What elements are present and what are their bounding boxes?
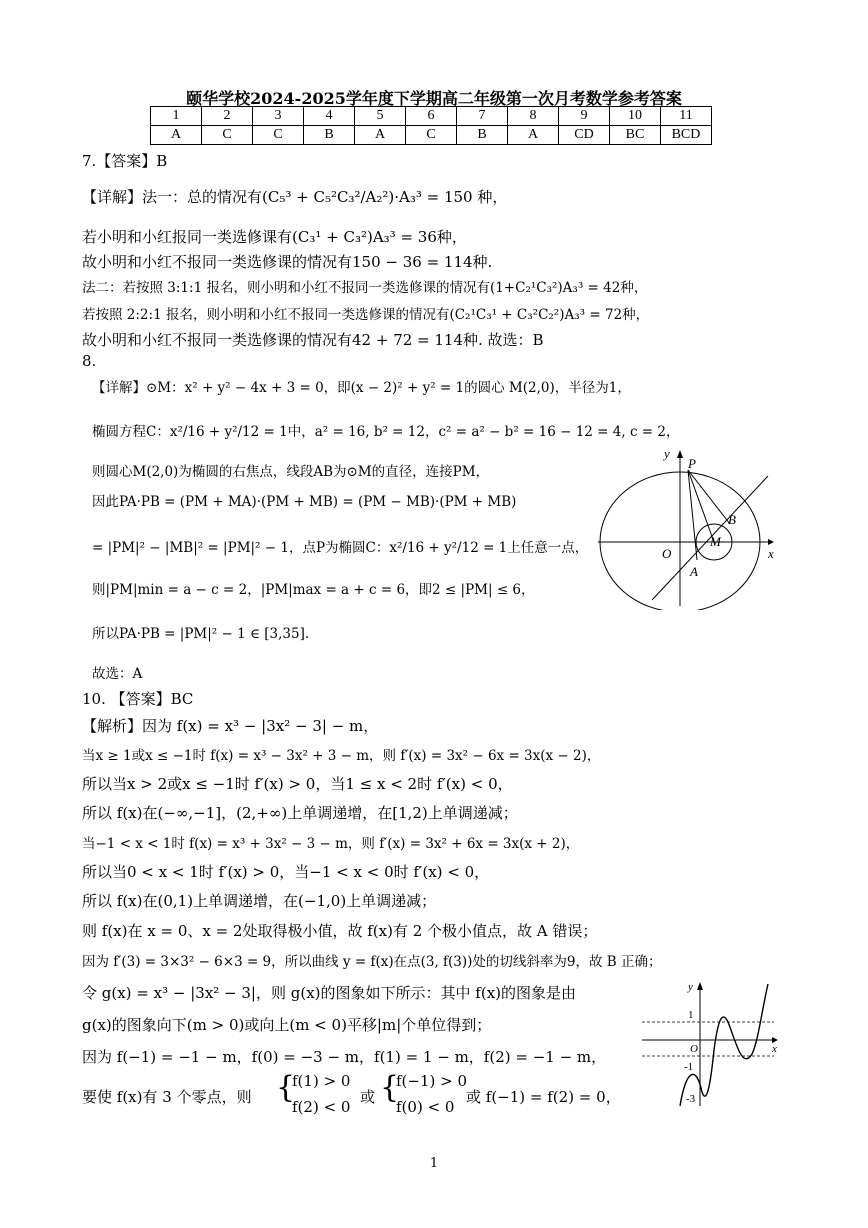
q10-line: 【解析】因为 f(x) = x³ − |3x² − 3| − m， [82,717,379,735]
label-b: B [728,512,736,527]
table-cell: CD [559,126,610,145]
answer-table-answer-row [151,126,712,145]
q10-line: 所以 f(x)在(0,1)上单调递增，在(−1,0)上单调递减； [82,892,437,910]
q7-line: 故小明和小红不报同一类选修课的情况有150 − 36 = 114种. [82,253,493,271]
q10-line: 令 g(x) = x³ − |3x² − 3|，则 g(x)的图象如下所示：其中 f(x)的图象是由 [82,984,577,1002]
table-cell: A [151,126,202,145]
table-cell: 9 [559,107,610,126]
or-text: 或 [360,1088,376,1106]
table-cell: 3 [253,107,304,126]
q7-line: 法二：若按照 3:1:1 报名，则小明和小红不报同一类选修课的情况有(1+C₂¹C₃²)A₃³ = 42种， [82,280,648,296]
table-cell: 8 [508,107,559,126]
label-p: P [688,456,696,471]
q10-header: 10. 【答案】BC [82,690,194,708]
table-cell: BC [610,126,661,145]
q10-line: 当x ≥ 1或x ≤ −1时 f(x) = x³ − 3x² + 3 − m，则 f′(x) = 3x² − 6x = 3x(x − 2)， [82,748,601,764]
q7-line: 故小明和小红不报同一类选修课的情况有42 + 72 = 114种. 故选：B [82,331,544,349]
table-cell: A [355,126,406,145]
label-m: M [710,534,721,549]
page-number: 1 [429,1156,439,1171]
table-cell: 4 [304,107,355,126]
table-cell: B [457,126,508,145]
q10-line: 因为 f′(3) = 3×3² − 6×3 = 9，所以曲线 y = f(x)在点(3, f(3))处的切线斜率为9，故 B 正确； [82,954,662,970]
label-x: x [772,1043,777,1055]
system2-line: f(0) < 0 [396,1098,455,1116]
q7-line: 【详解】法一：总的情况有(C₅³ + C₅²C₃²/A₂²)·A₃³ = 150 种， [82,188,508,206]
q8-line: 则|PM|min = a − c = 2，|PM|max = a + c = 6，即2 ≤ |PM| ≤ 6， [92,582,535,598]
answer-table-header-row [151,107,712,126]
q7-line: 若小明和小红报同一类选修课有(C₃¹ + C₃²)A₃³ = 36种， [82,228,467,246]
table-cell: C [253,126,304,145]
label-y: y [688,981,693,993]
q8-line: 故选：A [92,666,143,682]
page-title: 颐华学校2024-2025学年度下学期高二年级第一次月考数学参考答案 [186,89,682,108]
q8-header: 8. [82,352,97,370]
table-cell: BCD [661,126,712,145]
q10-line: 因为 f(−1) = −1 − m，f(0) = −3 − m，f(1) = 1 − m，f(2) = −1 − m， [82,1048,607,1066]
table-cell: B [304,126,355,145]
q10-line: 所以 f(x)在(−∞,−1]，(2,+∞)上单调递增，在[1,2)上单调递减； [82,804,518,822]
system1-line: f(1) > 0 [292,1072,351,1090]
q10-line: 所以当0 < x < 1时 f′(x) > 0，当−1 < x < 0时 f′(x) < 0， [82,863,490,881]
x-axis-arrow [768,539,774,545]
q10-line: 要使 f(x)有 3 个零点，则 [82,1088,252,1106]
q10-line: 当−1 < x < 1时 f(x) = x³ + 3x² − 3 − m，则 f′(x) = 3x² + 6x = 3x(x + 2)， [82,836,580,852]
brace-left-1: { [276,1070,296,1105]
q8-line: 【详解】⊙M：x² + y² − 4x + 3 = 0，即(x − 2)² + y² = 1的圆心 M(2,0)，半径为1， [92,380,631,396]
system2-line: f(−1) > 0 [396,1072,468,1090]
brace-left-2: { [380,1070,400,1105]
table-cell: A [508,126,559,145]
ellipse-figure [592,446,778,610]
tail-text: 或 f(−1) = f(2) = 0， [466,1088,621,1106]
table-cell: 7 [457,107,508,126]
table-cell: C [406,126,457,145]
table-cell: 5 [355,107,406,126]
table-cell: C [202,126,253,145]
q10-line: 所以当x > 2或x ≤ −1时 f′(x) > 0，当1 ≤ x < 2时 f′(x) < 0， [82,775,513,793]
system1-line: f(2) < 0 [292,1098,351,1116]
q8-line: 因此PA·PB = (PM + MA)·(PM + MB) = (PM − MB)·(PM + MB) [92,494,517,510]
q8-line: 椭圆方程C：x²/16 + y²/12 = 1中，a² = 16, b² = 12，c² = a² − b² = 16 − 12 = 4, c = 2， [92,424,680,440]
q10-line: 则 f(x)在 x = 0、x = 2处取得极小值，故 f(x)有 2 个极小值点，故 A 错误； [82,922,598,940]
q8-line: 则圆心M(2,0)为椭圆的右焦点，线段AB为⊙M的直径，连接PM， [92,464,490,480]
q8-line: 所以PA·PB = |PM|² − 1 ∈ [3,35]. [92,626,310,642]
table-cell: 1 [151,107,202,126]
table-cell: 10 [610,107,661,126]
segment-pb [688,470,730,524]
q8-line: = |PM|² − |MB|² = |PM|² − 1，点P为椭圆C：x²/16 + y²/12 = 1上任意一点， [92,540,589,556]
label-a: A [690,564,698,579]
label-neg3: -3 [686,1093,696,1105]
table-cell: 6 [406,107,457,126]
y-axis-arrow [677,450,683,458]
label-y: y [664,446,670,461]
g-graph-figure [640,980,780,1108]
q7-header: 7.【答案】B [82,152,168,170]
label-x: x [768,546,774,561]
q7-line: 若按照 2:2:1 报名，则小明和小红不报同一类选修课的情况有(C₂¹C₃¹ + C₃²C₂²)A₃³ = 72种， [82,307,650,323]
answer-table [150,106,712,145]
label-o: O [690,1043,698,1055]
y-axis-arrow [697,982,703,990]
label-neg1: -1 [684,1061,694,1073]
table-cell: 11 [661,107,712,126]
table-cell: 2 [202,107,253,126]
q10-line: g(x)的图象向下(m > 0)或向上(m < 0)平移|m|个单位得到； [82,1016,492,1034]
label-one: 1 [688,1009,694,1021]
label-o: O [662,546,672,561]
